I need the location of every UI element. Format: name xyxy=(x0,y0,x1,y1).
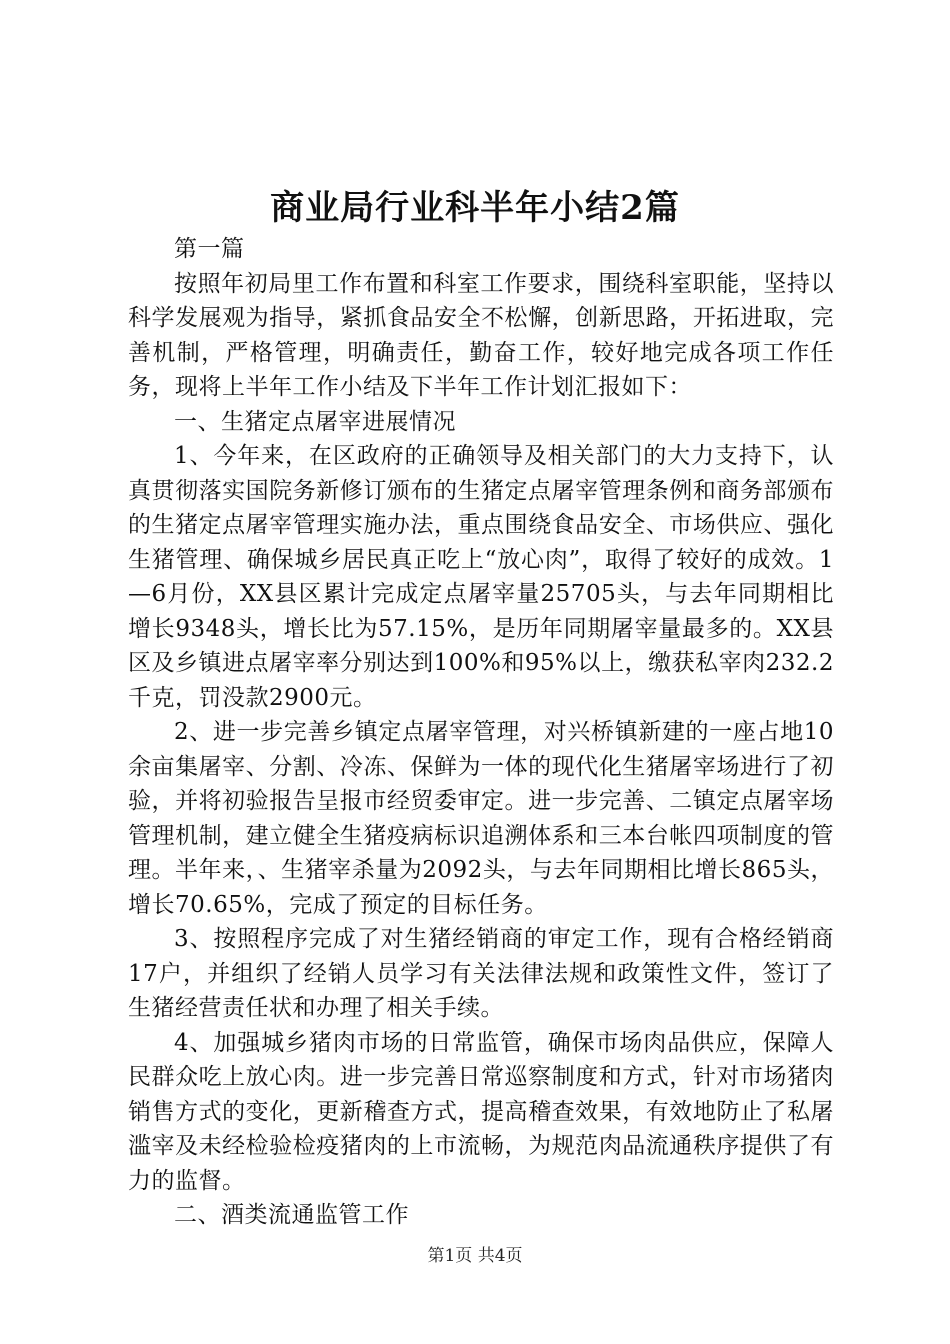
paragraph-item-1: 1、今年来，在区政府的正确领导及相关部门的大力支持下，认真贯彻落实国院务新修订颁布的生猪定点屠宰管理条例和商务部颁布的生猪定点屠宰管理实施办法，重点围绕食品安全、市场供应、强化生猪管理、确保城乡居民真正吃上“放心肉”，取得了较好的成效。1—6月份，XX县区累计完成定点屠宰量25705头，与去年同期相比增长9348头，增长比为57.15%，是历年同期屠宰量最多的。XX县区及乡镇进点屠宰率分别达到100%和95%以上，缴获私宰肉232.2千克，罚没款2900元。 xyxy=(128,443,834,711)
paragraph-item-2: 2、进一步完善乡镇定点屠宰管理，对兴桥镇新建的一座占地10余亩集屠宰、分割、冷冻、保鲜为一体的现代化生猪屠宰场进行了初验，并将初验报告呈报市经贸委审定。进一步完善、二镇定点屠宰场管理机制，建立健全生猪疫病标识追溯体系和三本台帐四项制度的管理。半年来，、生猪宰杀量为2092头，与去年同期相比增长865头，增长70.65%，完成了预定的目标任务。 xyxy=(128,719,834,918)
section-heading-pig-slaughter: 一、生猪定点屠宰进展情况 xyxy=(174,408,456,435)
section-heading-first: 第一篇 xyxy=(174,236,245,262)
page-footer: 第1页 共4页 xyxy=(427,1246,523,1266)
document-body xyxy=(128,232,834,1233)
paragraph-item-4: 4、加强城乡猪肉市场的日常监管，确保市场肉品供应，保障人民群众吃上放心肉。进一步完善日常巡察制度和方式，针对市场猪肉销售方式的变化，更新稽查方式，提高稽查效果，有效地防止了私屠滥宰及未经检验检疫猪肉的上市流畅，为规范肉品流通秩序提供了有力的监督。 xyxy=(128,1029,834,1194)
document-title: 商业局行业科半年小结2篇 xyxy=(270,188,680,228)
section-heading-liquor: 二、酒类流通监管工作 xyxy=(174,1202,409,1228)
paragraph-item-3: 3、按照程序完成了对生猪经销商的审定工作，现有合格经销商17户，并组织了经销人员学习有关法律法规和政策性文件，签订了生猪经营责任状和办理了相关手续。 xyxy=(128,926,834,1021)
intro-paragraph: 按照年初局里工作布置和科室工作要求，围绕科室职能，坚持以科学发展观为指导，紧抓食品安全不松懈，创新思路，开拓进取，完善机制，严格管理，明确责任，勤奋工作，较好地完成各项工作任务，现将上半年工作小结及下半年工作计划汇报如下： xyxy=(128,270,834,400)
